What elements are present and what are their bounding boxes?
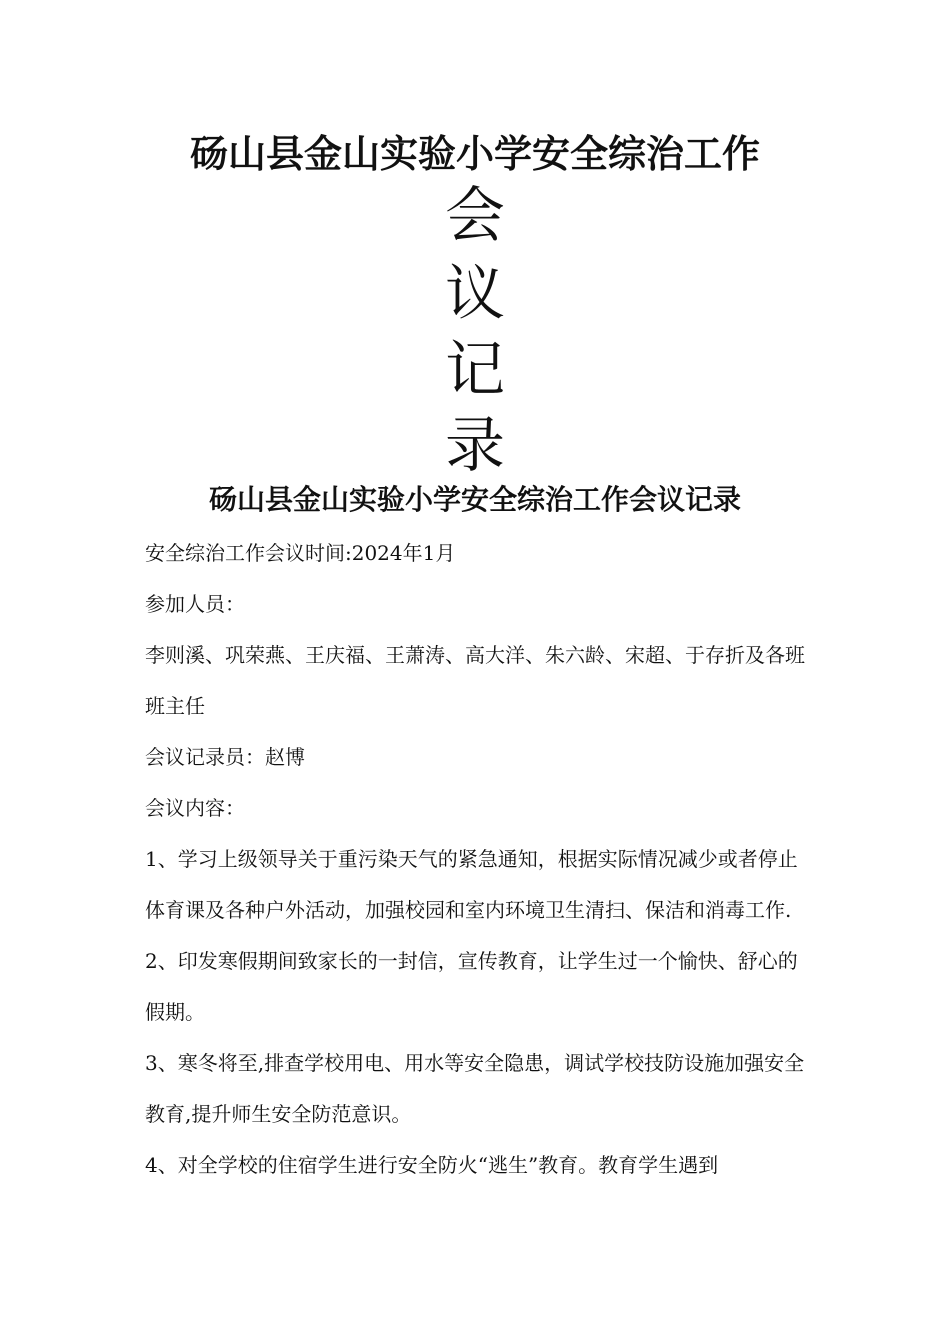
title-char-lu: 录 — [445, 411, 505, 481]
document-subtitle: 砀山县金山实验小学安全综治工作会议记录 — [208, 483, 741, 516]
content-label: 会议内容： — [145, 796, 245, 820]
recorder: 会议记录员：赵博 — [145, 745, 305, 769]
document-main-title: 砀山县金山实验小学安全综治工作 — [189, 131, 760, 176]
content-item-2: 2、印发寒假期间致家长的一封信，宣传教育，让学生过一个愉快、舒心的假期。 — [145, 949, 798, 1024]
title-char-yi: 议 — [445, 259, 505, 329]
content-item-4: 4、对全学校的住宿学生进行安全防火“逃生”教育。教育学生遇到 — [145, 1153, 719, 1177]
meeting-time: 安全综治工作会议时间:2024年1月 — [145, 541, 456, 565]
content-item-3: 3、寒冬将至,排查学校用电、用水等安全隐患，调试学校技防设施加强安全教育,提升师生安全防范意识。 — [145, 1051, 805, 1126]
title-char-hui: 会 — [445, 181, 505, 251]
attendees-label: 参加人员： — [145, 592, 245, 616]
attendees-list: 李则溪、巩荣燕、王庆福、王萧涛、高大洋、朱六龄、宋超、于存折及各班班主任 — [145, 643, 805, 718]
title-char-ji: 记 — [445, 335, 505, 405]
document-body — [145, 528, 810, 1191]
content-item-1: 1、学习上级领导关于重污染天气的紧急通知，根据实际情况减少或者停止体育课及各种户外活动，加强校园和室内环境卫生清扫、保洁和消毒工作. — [145, 847, 798, 922]
